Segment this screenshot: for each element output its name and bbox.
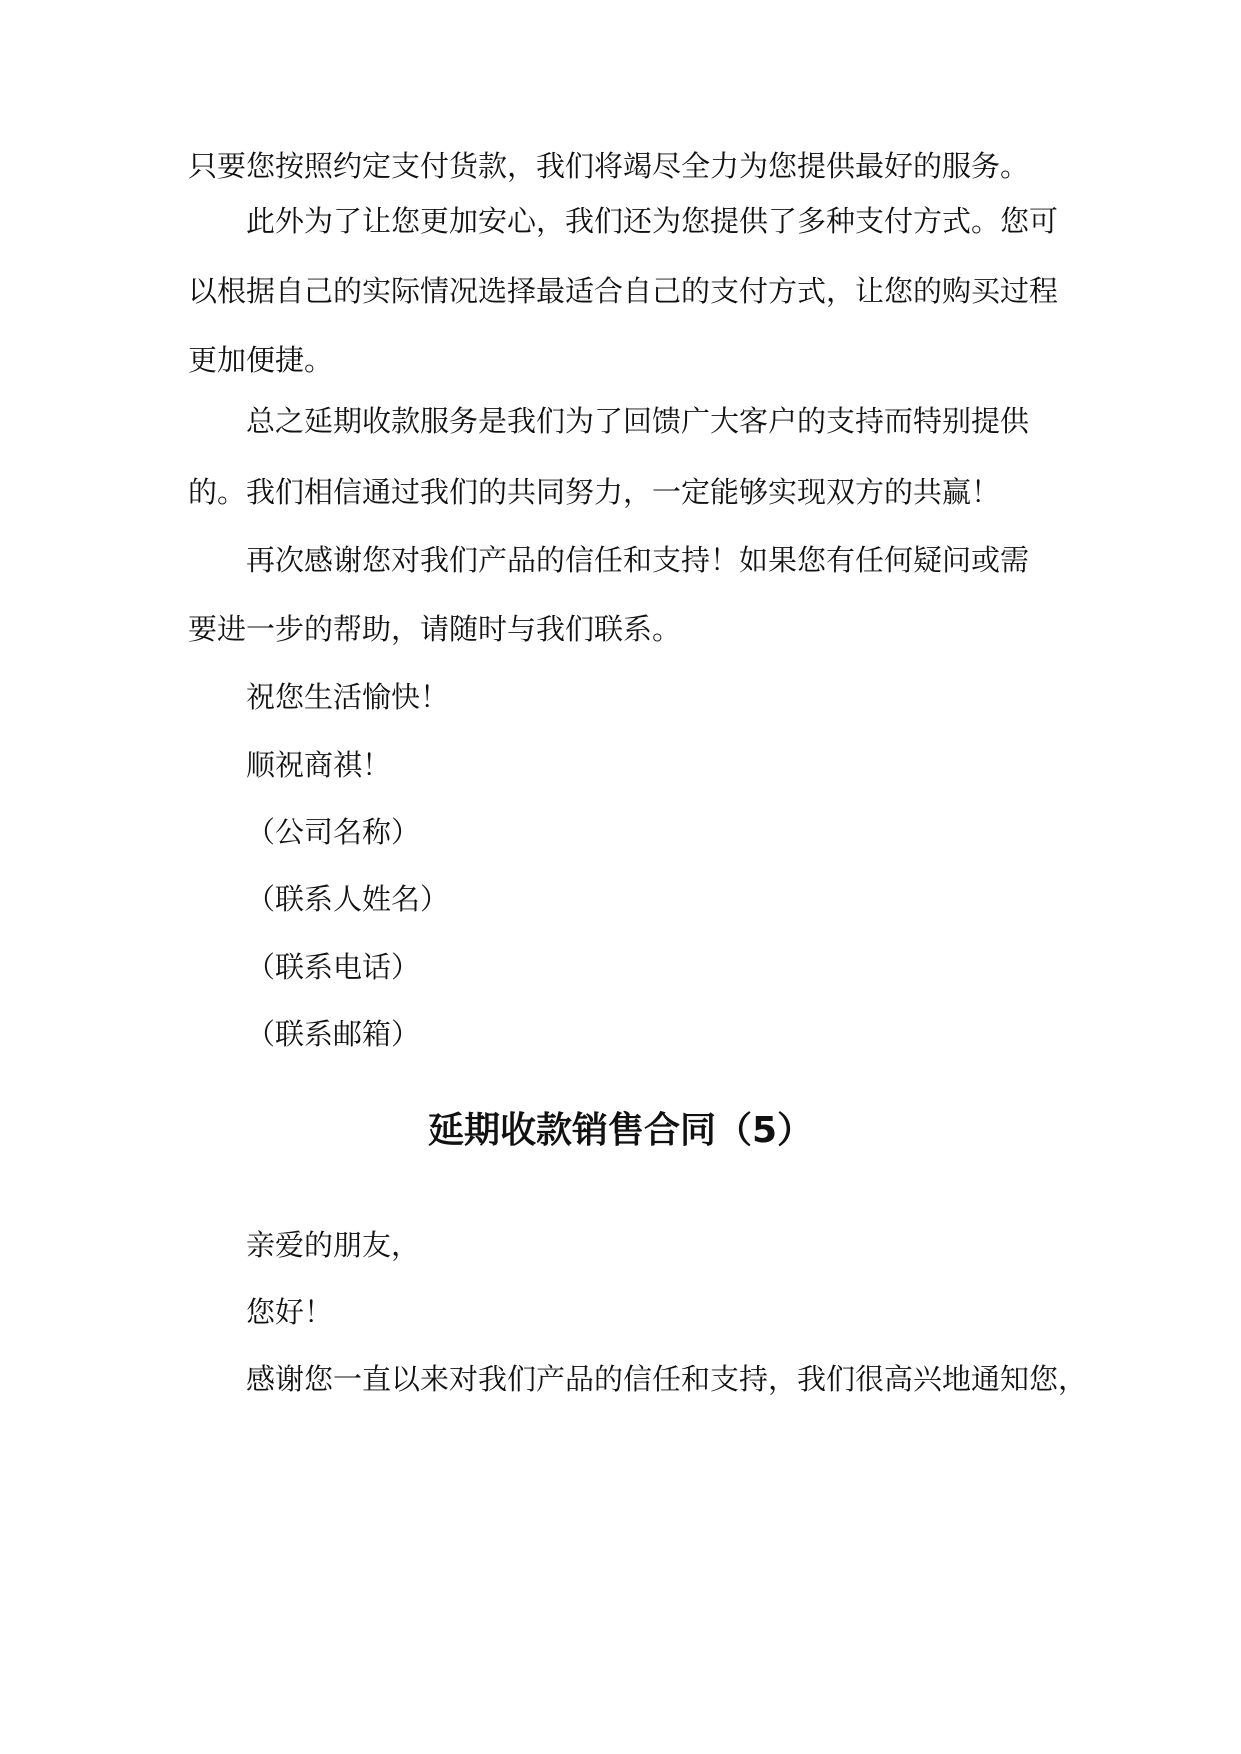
paragraph-line: 以根据自己的实际情况选择最适合自己的支付方式，让您的购买过程 — [188, 274, 1059, 308]
paragraph-line: 感谢您一直以来对我们产品的信任和支持，我们很高兴地通知您， — [246, 1362, 1088, 1396]
paragraph-line: 只要您按照约定支付货款，我们将竭尽全力为您提供最好的服务。 — [188, 149, 1030, 183]
paragraph-line: 此外为了让您更加安心，我们还为您提供了多种支付方式。您可 — [246, 204, 1059, 238]
greeting-line: 您好！ — [246, 1295, 334, 1329]
company-name-placeholder: （公司名称） — [246, 815, 421, 849]
contact-name-placeholder: （联系人姓名） — [246, 882, 450, 916]
section-title: 延期收款销售合同（5） — [427, 1110, 814, 1151]
contact-email-placeholder: （联系邮箱） — [246, 1017, 421, 1051]
paragraph-line: 更加便捷。 — [188, 343, 334, 377]
contact-phone-placeholder: （联系电话） — [246, 950, 421, 984]
closing-line: 顺祝商祺！ — [246, 748, 392, 782]
paragraph-line: 再次感谢您对我们产品的信任和支持！如果您有任何疑问或需 — [246, 543, 1030, 577]
paragraph-line: 总之延期收款服务是我们为了回馈广大客户的支持而特别提供 — [246, 404, 1030, 438]
closing-line: 祝您生活愉快！ — [246, 680, 450, 714]
paragraph-line: 要进一步的帮助，请随时与我们联系。 — [188, 612, 682, 646]
paragraph-line: 的。我们相信通过我们的共同努力，一定能够实现双方的共赢！ — [188, 475, 1001, 509]
greeting-line: 亲爱的朋友， — [246, 1228, 421, 1262]
